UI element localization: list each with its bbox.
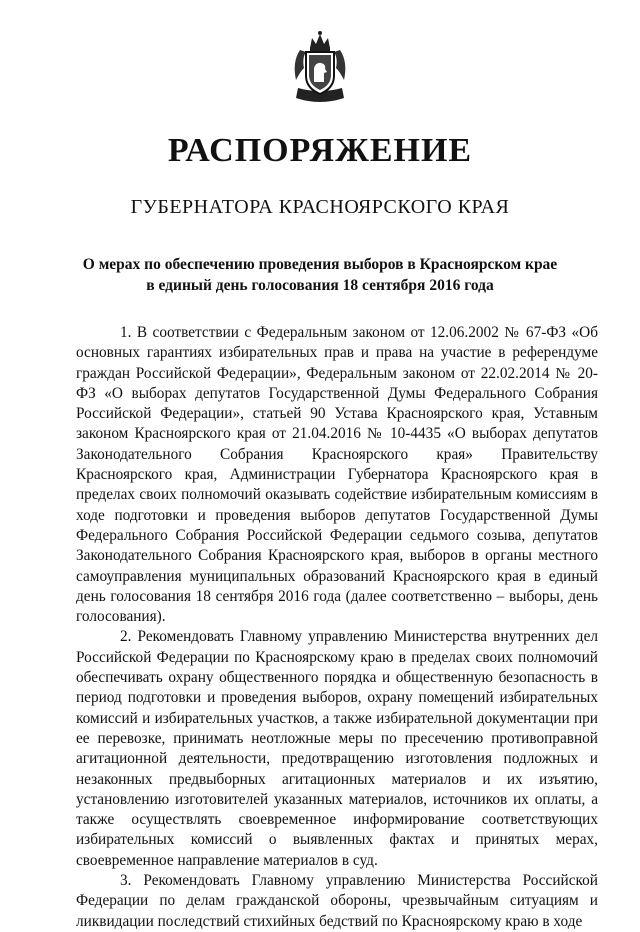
- document-body: [76, 323, 598, 932]
- document-subject: [60, 254, 580, 296]
- subject-line-2: в единый день голосования 18 сентября 2016 года: [146, 277, 494, 294]
- paragraph-2: 2. Рекомендовать Главному управлению Министерства внутренних дел Российской Федерации по Красноярскому краю в пределах своих полномочий обеспечивать охрану общественного порядка и общественную безопасность в период подготовки и проведения выборов, охрану помещений избирательных комиссий и избирательных участков, а также избирательной документации при ее перевозке, принимать неотложные меры по пресечению противоправной агитационной деятельности, предотвращению изготовления подложных и незаконных предвыборных агитационных материалов и их изъятию, установлению изготовителей указанных материалов, источников их оплаты, а также осуществлять своевременное информирование соответствующих избирательных комиссий о выявленных фактах и принятых мерах, своевременное направление материалов в суд.: [76, 628, 598, 869]
- paragraph-1: 1. В соответствии с Федеральным законом от 12.06.2002 № 67-ФЗ «Об основных гарантиях избирательных прав и права на участие в референдуме граждан Российской Федерации», Федеральным законом от 22.02.2014 № 20-ФЗ «О выборах депутатов Государственной Думы Федерального Собрания Российской Федерации», статьей 90 Устава Красноярского края, Уставным законом Красноярского края от 21.04.2016 № 10-4435 «О выборах депутатов Законодательного Собрания Красноярского края» Правительству Красноярского края, Администрации Губернатора Красноярского края в пределах своих полномочий оказывать содействие избирательным комиссиям в ходе подготовки и проведения выборов депутатов Государственной Думы Федерального Собрания Российской Федерации седьмого созыва, депутатов Законодательного Собрания Красноярского края, выборов в органы местного самоуправления муниципальных образований Красноярского края в единый день голосования 18 сентября 2016 года (далее соответственно – выборы, день голосования).: [76, 324, 598, 626]
- document-type-title: РАСПОРЯЖЕНИЕ: [167, 132, 473, 169]
- paragraph-3: 3. Рекомендовать Главному управлению Министерства Российской Федерации по делам гражданской обороны, чрезвычайным ситуациям и ликвидации последствий стихийных бедствий по Красноярскому краю в ходе: [76, 872, 598, 930]
- coat-of-arms-icon: [290, 28, 350, 106]
- issuer-title: ГУБЕРНАТОРА КРАСНОЯРСКОГО КРАЯ: [130, 196, 510, 218]
- subject-line-1: О мерах по обеспечению проведения выборов в Красноярском крае: [82, 256, 558, 273]
